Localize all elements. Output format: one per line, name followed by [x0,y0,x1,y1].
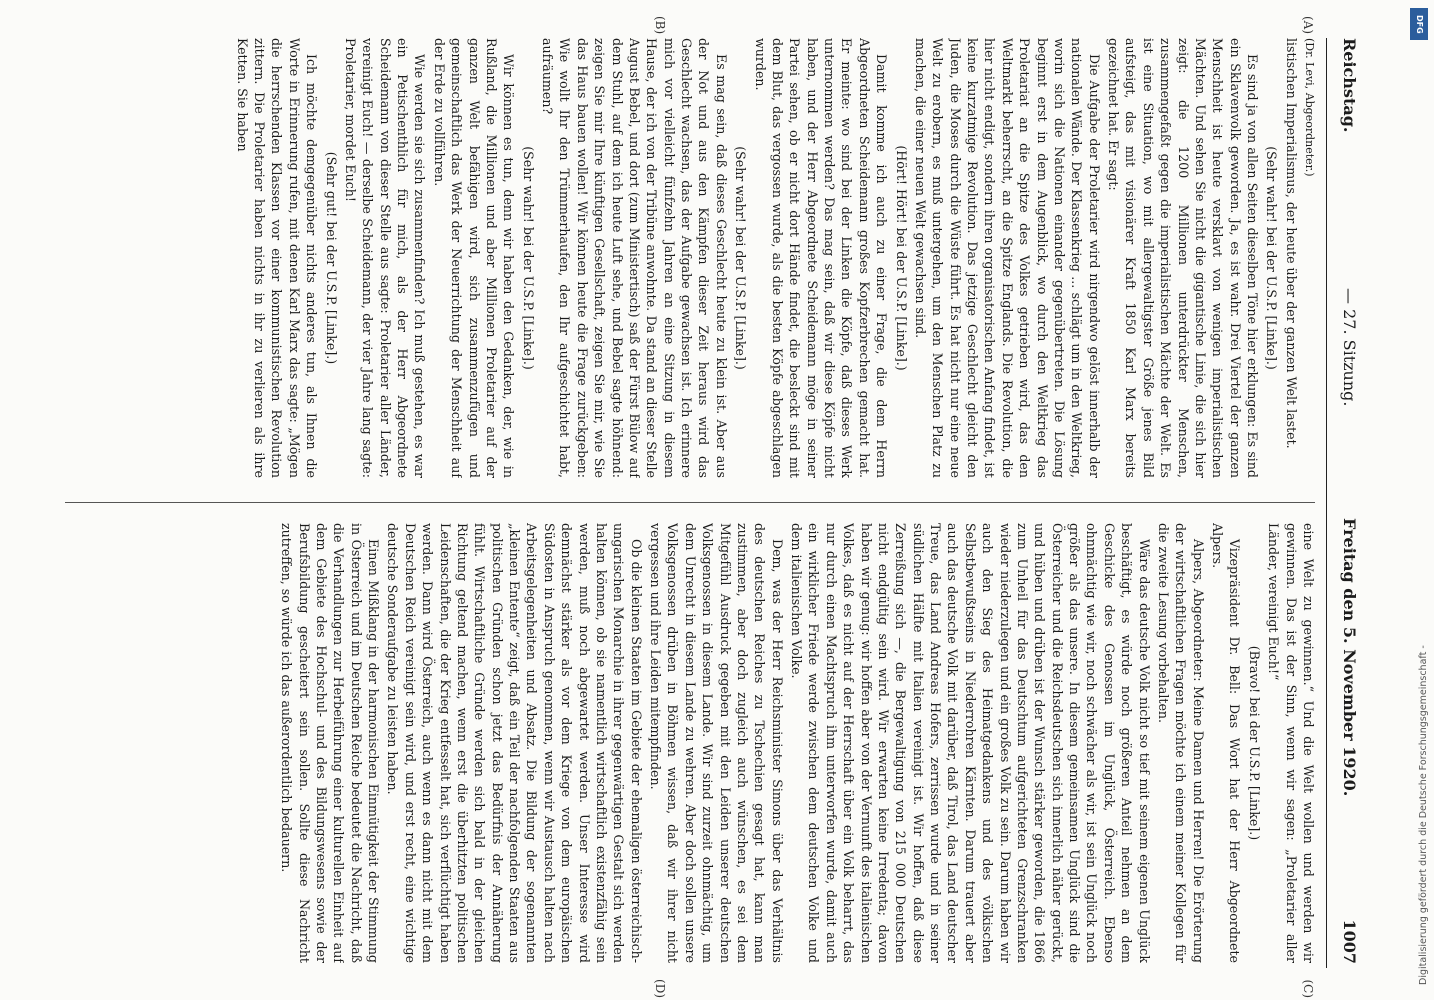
margin-mark-b: (B) [653,16,667,35]
interjection: (Sehr wahr! bei der U.S.P. [Linke].) [733,146,749,370]
paragraph: Es mag sein, daß dieses Geschlecht heute zu klein ist. Aber aus der Not und aus den Kämpfen dieser Zeit heraus wird das Geschlecht wachsen, das der Aufgabe gewachsen ist. Ich erinnere mich vor vielleicht fünfzehn Jahren an eine Sitzung in diesem Hause, der ich von der Tribüne anwohnte. Da stand an dieser Stelle August Bebel, und dort (zum Ministertisch) saß der Fürst Bülow auf dem Stuhl, auf dem ich heute Luft sehe, und Bebel sagte höhnend: zeigen Sie mir Ihre künftigen Gesellschaft, zeigen Sie mir, wie Sie das Haus bauen wollen! Wir können heute die Frage zurückgeben: Wie wollt Ihr den Trümmerhaufen, den Ihr aufgeschichtet habt, aufräumen? [540,38,729,478]
paragraph: Alpers, Abgeordneter: Meine Damen und Herren! Die Erörterung der wirtschaftlichen Fragen möchte ich einem meiner Kollegen für die zweite Lesung vorbehalten. [1156,523,1206,963]
speaker-intro: Vizepräsident Dr. Bell: Das Wort hat der Herr Abgeordnete Alpers. [1210,523,1243,963]
dfg-logo: DFG [1410,8,1428,40]
quotation: Die Aufgabe der Proletarier wird nirgendwo gelöst innerhalb der nationalen Wände. Der Klassenkrieg ... schlägt um in den Weltkrieg, worin sich die Nationen einander gegenübertreten. Die Lösung beginnt erst in dem Augenblick, wo durch den Weltkrieg das Proletariat an die Spitze des Volkes getrieben wird, das den Weltmarkt beherrscht, an die Spitze Englands. Die Revolution, die hier nicht endigt, sondern ihren organisatorischen Anfang findet, ist keine kurzatmige Revolution. Das jetzige Geschlecht gleicht den Juden, die Moses durch die Wüste führt. Es hat nicht nur eine neue Welt zu erobern, es muß untergehen, um den Menschen Platz zu machen, die einer neuen Welt gewachsen sind. [912,38,1102,478]
paragraph: Einen Mißklang in der harmonischen Einmütigkeit der Stimmung in Österreich und im Deutschen Reiche bedeutet die Nachricht, daß die Verhandlungen zur Herbeiführung einer kulturellen Einheit auf dem Gebiete des Hochschul- und des Bildungswesens sowie der Berufsbildung gescheitert sein sollen. Sollte diese Nachricht zutreffen, so würde ich das außerordentlich bedauern. [279,523,382,963]
right-column [57,523,1317,963]
column-divider [65,502,1315,503]
running-header [1326,38,1367,968]
paragraph: Wäre das deutsche Volk nicht so tief mit seinem eigenen Unglück beschäftigt, es würde noch größeren Anteil nehmen an dem Geschicke des Genossen im Unglück, Österreich. Ebenso ohnmächtig wie wir, noch schwächer als wir, ist sein Unglück noch größer als das unsere. In diesem gemeinsamen Unglück sind die Österreicher und die Reichsdeutschen sich innerlich näher gerückt, und hüben und drüben ist der Wunsch stärker geworden, die 1866 zum Unheil für das Deutschtum aufgerichteten Grenzschranken wieder niederzulegen und ein großes Volk zu sein. Darum haben wir auch den Sieg des Heimatgedankens und des völkischen Selbstbewußtseins in Niederrohren Kärnten. Darum trauert aber auch das deutsche Volk mit darüber, daß Tirol, das Land deutscher Treue, das Land Andreas Hofers, zerrissen wurde und in seiner südlichen Hälfte mit Italien vereinigt ist. Wir hoffen, daß diese Zerreißung sich —, die Bergewaltigung von 215 000 Deutschen nicht endgültig sein wird. Wir erwarten keine Irredenta; davon haben wir genug: wir hoffen aber von der Vernunft des italienischen Volkes, daß es nicht auf der Herrschaft über ein Volk beharrt, das nur durch einen Machtspruch ihm unterworfen wurde, damit auch ein wirklicher Friede werde zwischen dem deutschen Volke und dem italienischen Volke. [789,523,1152,963]
page-number: 1007 [1340,919,1359,964]
interjection: (Sehr wahr! bei der U.S.P. [Linke].) [1264,146,1280,370]
interjection: (Bravo! bei der U.S.P. [Linke].) [1246,645,1262,841]
paragraph: Ob die kleinen Staaten im Gebiete der ehemaligen österreichisch-ungarischen Monarchie in ihrer gegenwärtigen Gestalt sich werden halten können, ob sie namentlich wirtschaftlich existenzfähig sein werden, muß noch abgewartet werden. Unser Interesse wird demnächst stärker als vor dem Kriege von dem europäischen Südosten in Anspruch genommen, wenn wir Austausch halten nach Arbeitsgelegenheiten und Absatz. Die Bildung der sogenannten „kleinen Entente“ zeigt, daß ein Teil der nachfolgenden Staaten aus politischen Gründen schon jetzt das Bedürfnis der Annäherung fühlt. Wirtschaftliche Gründe werden sich bald in der gleichen Richtung geltend machen, wenn erst die überhitzten politischen Leidenschaften, die der Krieg entfesselt hat, sich verflüchtigt haben werden. Dann wird Österreich, auch wenn es dann nicht mit dem Deutschen Reich vereinigt sein wird, und erst recht, eine wichtige deutsche Sonderaufgabe zu leisten haben. [385,523,644,963]
paragraph: Damit komme ich auch zu einer Frage, die dem Herrn Abgeordneten Scheidemann großes Kopfzerbrechen gemacht hat. Er meinte: wo sind bei der Linken die Köpfe, daß dieses Werk unternommen werden? Das mag sein, daß wir diese Köpfe nicht haben, und der Herr Abgeordnete Scheidemann möge in seiner Partei sehen, ob er nicht dort Hände findet, die besleckt sind mit dem Blut, das vergossen wurde, als die besten Köpfe abgeschlagen wurden. [752,38,890,478]
interjection: (Sehr wahr! bei der U.S.P. [Linke].) [520,146,536,370]
digitization-credit: Digitalisierung gefördert durch die Deutsche Forschungsgemeinschaft - [1418,645,1429,985]
margin-mark-c: (C) [1301,979,1315,998]
header-session: — 27. Sitzung. [1340,288,1359,407]
paragraph: Dem, was der Herr Reichsminister Simons über das Verhältnis des deutschen Reiches zu Tschechien gesagt hat, kann man zustimmen, aber doch zugleich auch wünschen, es sei dem Mitgefühl Ausdruck gegeben mit den Leiden unserer deutschen Volksgenossen in diesem Lande. Wir sind zurzeit ohnmächtig, um dem Unrecht in diesem Lande zu wehren. Aber doch sollen unsere Volksgenossen drüben in Böhmen wissen, daß wir ihrer nicht vergessen und ihre Leiden mitempfinden. [648,523,785,963]
paragraph: eine Welt zu gewinnen.“ Und die Welt wollen und werden wir gewinnen. Das ist der Sinn, wenn wir sagen: „Proletarier aller Länder, vereinigt Euch!“ [1266,523,1316,963]
paragraph: Es sind ja von allen Seiten dieselben Töne hier erklungen: Es sind ein Sklavenvolk geworden. Ja, es ist wahr. Drei Viertel der ganzen Menschheit ist heute versklavt von wenigen imperialistischen Mächten. Und sehen Sie nicht die gigantische Linie, die sich hier zeigt: die 1200 Millionen unterdrückter Menschen, zusammengefaßt gegen die imperialistischen Mächte der Welt. Es ist eine Situation, wo mit allergewaltigster Größe jenes Bild aufsteigt, das mit visionärer Kraft 1850 Karl Marx bereits gezeichnet hat. Er sagt: [1106,38,1261,478]
margin-mark-d: (D) [653,979,667,998]
rotated-print-page [47,16,1367,998]
margin-mark-a: (A) [1301,16,1315,35]
paragraph: Wie werden sie sich zusammenfinden? Ich muß gestehen, es war ein Petischenthlich für mich, als der Herr Abgeordnete Scheidemann von dieser Stelle aus sagte: Proletarier aller Länder, vereinigt Euch! — derselbe Scheidemann, der vier Jahre lang sagte: Proletarier, mordet Euch! [342,38,428,478]
paragraph: Ich möchte demgegenüber nichts anderes tun, als Ihnen die Worte in Erinnerung rufen, mit denen Karl Marx das sagte: „Mögen die herrschenden Klassen vor einer kommunistischen Revolution zittern. Die Proletarier haben nichts in ihr zu verlieren als ihre Ketten. Sie haben [234,38,320,478]
header-date: Freitag den 5. November 1920. [1340,518,1359,797]
interjection: (Hört! Hört! bei der U.S.P. [Linke].) [893,145,909,371]
left-column [57,38,1317,478]
speaker-note: (Dr. Levi, Abgeordneter.) [1303,38,1316,177]
interjection: (Sehr gut! bei der U.S.P. [Linke].) [323,151,339,365]
paragraph: Wir können es tun, denn wir haben den Gedanken, der, wie in Rußland, die Millionen und aber Millionen Proletarier auf der ganzen Welt befähigen wird, sich zusammenzufügen und gemeinschaftlich das Werk der Neuerrichtung der Menschheit auf der Erde zu vollführen. [431,38,517,478]
paragraph: listischen Imperialismus, der heute über der ganzen Welt lastet. [1283,38,1299,449]
header-publication: Reichstag. [1340,38,1359,133]
